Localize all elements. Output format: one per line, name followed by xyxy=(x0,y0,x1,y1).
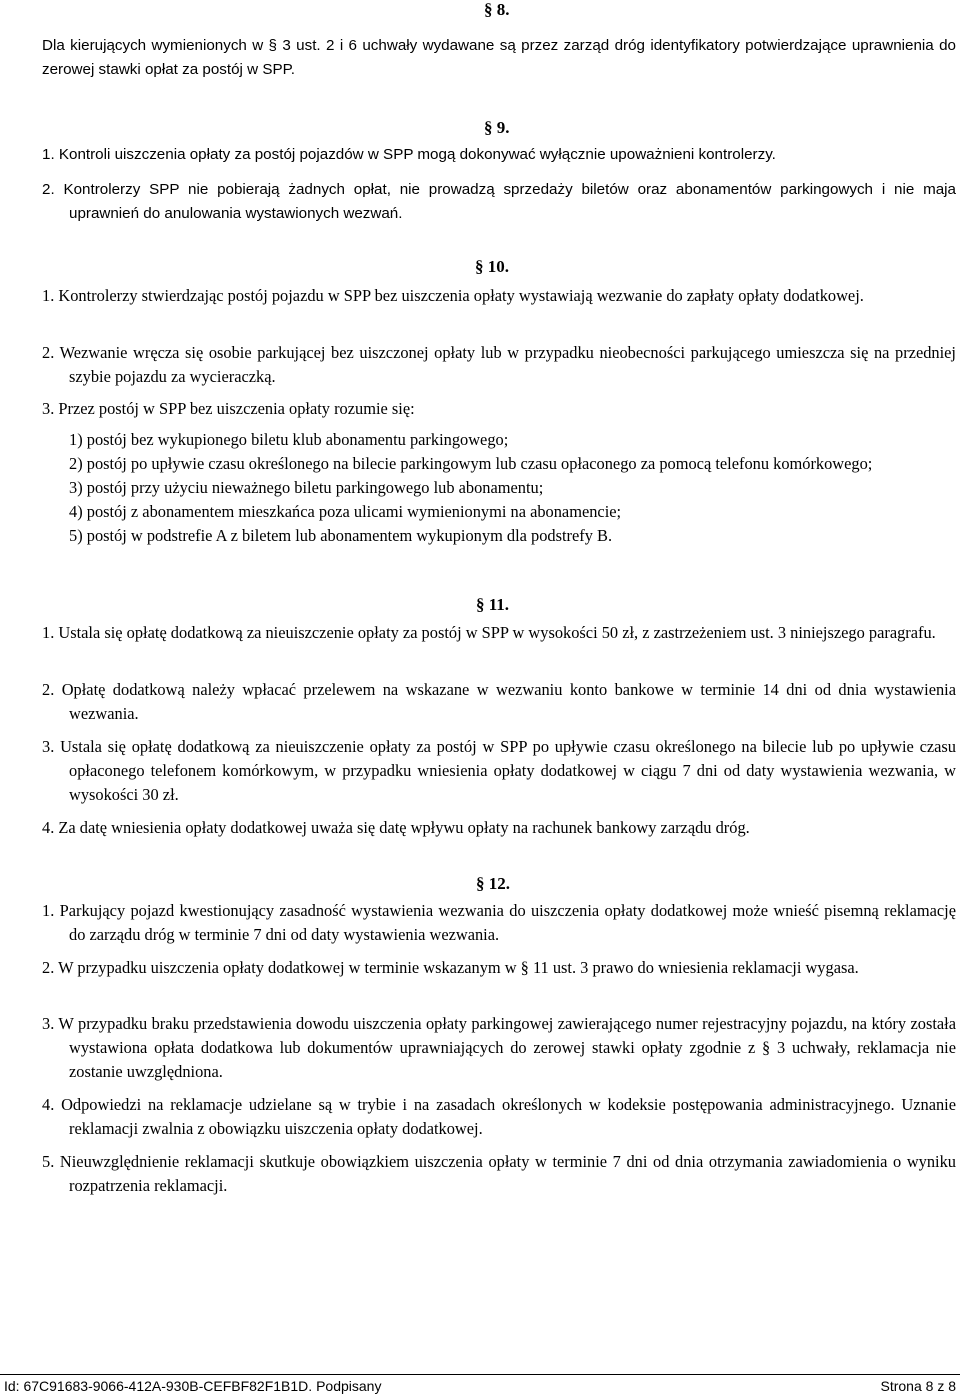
section-10-heading: § 10. xyxy=(475,257,509,276)
section-11-paragraph-4: 4. Za datę wniesienia opłaty dodatkowej uważa się datę wpływu opłaty na rachunek bankowy zarządu dróg. xyxy=(42,818,750,837)
section-12-paragraph-3: 3. W przypadku braku przedstawienia dowodu uiszczenia opłaty parkingowej zawierającego numer rejestracyjny pojazdu, na który została wystawiona opłata dodatkowa lub dokumentów uprawniających do zerowej stawki opłaty zgodnie z § 3 uchwały, reklamacja nie zostanie uwzględniona. xyxy=(42,1014,956,1081)
list-item: 3) postój przy użyciu nieważnego biletu parkingowego lub abonamentu; xyxy=(69,478,544,497)
section-8-heading: § 8. xyxy=(484,0,510,19)
section-9-paragraph-2: 2. Kontrolerzy SPP nie pobierają żadnych opłat, nie prowadzą sprzedaży biletów oraz abonamentów parkingowych i nie maja uprawnień do anulowania wystawionych wezwań. xyxy=(42,181,956,222)
section-10-paragraph-1: 1. Kontrolerzy stwierdzając postój pojazdu w SPP bez uiszczenia opłaty wystawiają wezwanie do zapłaty opłaty dodatkowej. xyxy=(42,286,864,305)
section-12-paragraph-5: 5. Nieuwzględnienie reklamacji skutkuje obowiązkiem uiszczenia opłaty w terminie 7 dni od dnia otrzymania zawiadomienia o wyniku rozpatrzenia reklamacji. xyxy=(42,1152,956,1195)
section-8-text: Dla kierujących wymienionych w § 3 ust. 2 i 6 uchwały wydawane są przez zarząd dróg identyfikatory potwierdzające uprawnienia do zerowej stawki opłat za postój w SPP. xyxy=(42,37,956,78)
list-item: 1) postój bez wykupionego biletu klub abonamentu parkingowego; xyxy=(69,430,509,449)
page-number: Strona 8 z 8 xyxy=(880,1378,956,1394)
section-11-paragraph-2: 2. Opłatę dodatkową należy wpłacać przelewem na wskazane w wezwaniu konto bankowe w terminie 14 dni od dnia wystawienia wezwania. xyxy=(42,680,956,723)
section-10-list xyxy=(42,428,956,548)
section-12-heading: § 12. xyxy=(476,874,510,893)
section-11-paragraph-3: 3. Ustala się opłatę dodatkową za nieuiszczenie opłaty za postój w SPP po upływie czasu określonego na bilecie lub po upływie czasu opłaconego telefonem komórkowym, w przypadku wniesienia opłaty dodatkowej w ciągu 7 dni od daty wystawienia wezwania, w wysokości 30 zł. xyxy=(42,737,956,804)
section-12-paragraph-2: 2. W przypadku uiszczenia opłaty dodatkowej w terminie wskazanym w § 11 ust. 3 prawo do wniesienia reklamacji wygasa. xyxy=(42,958,859,977)
section-11-paragraph-1: 1. Ustala się opłatę dodatkową za nieuiszczenie opłaty za postój w SPP w wysokości 50 zł, z zastrzeżeniem ust. 3 niniejszego paragrafu. xyxy=(42,623,936,642)
section-12-paragraph-1: 1. Parkujący pojazd kwestionujący zasadność wystawienia wezwania do uiszczenia opłaty dodatkowej może wnieść pisemną reklamację do zarządu dróg w terminie 7 dni od daty wystawienia wezwania. xyxy=(42,901,956,944)
list-item: 5) postój w podstrefie A z biletem lub abonamentem wykupionym dla podstrefy B. xyxy=(69,526,613,545)
document-id: Id: 67C91683-9066-412A-930B-CEFBF82F1B1D. Podpisany xyxy=(4,1378,382,1394)
section-12-paragraph-4: 4. Odpowiedzi na reklamacje udzielane są w trybie i na zasadach określonych w kodeksie postępowania administracyjnego. Uznanie reklamacji zwalnia z obowiązku uiszczenia opłaty dodatkowej. xyxy=(42,1095,956,1138)
list-item: 2) postój po upływie czasu określonego na bilecie parkingowym lub czasu opłaconego za pomocą telefonu komórkowego; xyxy=(69,454,873,473)
section-9-paragraph-1: 1. Kontroli uiszczenia opłaty za postój pojazdów w SPP mogą dokonywać wyłącznie upoważnieni kontrolerzy. xyxy=(42,146,776,163)
section-10-paragraph-2: 2. Wezwanie wręcza się osobie parkującej bez uiszczonej opłaty lub w przypadku nieobecności parkującego umieszcza się na przedniej szybie pojazdu za wycieraczką. xyxy=(42,343,956,386)
section-9-heading: § 9. xyxy=(484,118,510,137)
section-10-paragraph-3: 3. Przez postój w SPP bez uiszczenia opłaty rozumie się: xyxy=(42,399,415,418)
section-11-heading: § 11. xyxy=(476,595,510,614)
page-footer xyxy=(0,1374,960,1397)
list-item: 4) postój z abonamentem mieszkańca poza ulicami wymienionymi na abonamencie; xyxy=(69,502,622,521)
